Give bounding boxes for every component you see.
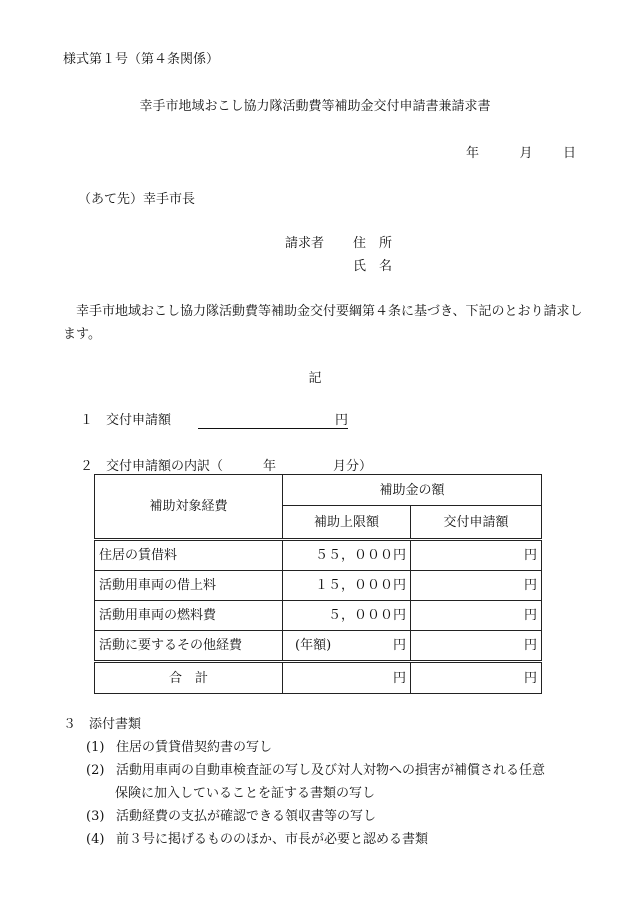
- total-request[interactable]: 円: [411, 662, 542, 694]
- addressee: （あて先）幸手市長: [78, 192, 196, 207]
- row-item: 活動に要するその他経費: [95, 631, 283, 662]
- row-item: 活動用車両の借上料: [95, 571, 283, 601]
- header-limit: 補助上限額: [283, 506, 411, 540]
- header-expense: 補助対象経費: [95, 475, 283, 540]
- item1-label: １ 交付申請額: [80, 413, 172, 428]
- item2-month: 月分）: [333, 459, 373, 474]
- breakdown-table: [94, 474, 542, 694]
- document-title: 幸手市地域おこし協力隊活動費等補助金交付申請書兼請求書: [139, 99, 491, 114]
- row-item: 住居の賃借料: [95, 540, 283, 571]
- form-number: 様式第１号（第４条関係）: [63, 52, 220, 67]
- attachment-item: [86, 810, 376, 823]
- table-row: [95, 571, 542, 601]
- row-item: 活動用車両の燃料費: [95, 601, 283, 631]
- attachment-text: 前３号に掲げるもののほか、市長が必要と認める書類: [116, 832, 429, 847]
- header-amount: 補助金の額: [283, 475, 542, 506]
- attachment-text: 活動経費の支払が確認できる領収書等の写し: [116, 809, 377, 824]
- attachment-num: (3): [86, 809, 105, 824]
- row-limit-unit: 円: [392, 638, 406, 653]
- item2-label: [80, 460, 372, 473]
- row-request[interactable]: 円: [411, 601, 542, 631]
- requester-label: 請求者: [285, 236, 325, 251]
- attachment-num: (2): [86, 763, 105, 778]
- attachment-text: 活動用車両の自動車検査証の写し及び対人対物への損害が補償される任意: [116, 763, 546, 778]
- table-row: [95, 631, 542, 662]
- date-year: 年: [466, 146, 480, 161]
- attachment-text-continued: 保険に加入していることを証する書類の写し: [115, 786, 376, 801]
- item3-label: ３ 添付書類: [63, 717, 142, 732]
- date-month: 月: [519, 146, 533, 161]
- date-line: [466, 147, 576, 160]
- row-limit: ５５，０００円: [283, 540, 411, 571]
- total-label: 合 計: [95, 662, 283, 694]
- annual-label: (年額): [295, 638, 332, 653]
- row-limit: １５，０００円: [283, 571, 411, 601]
- table-row: [95, 601, 542, 631]
- attachment-text: 住居の賃貸借契約書の写し: [116, 740, 273, 755]
- requester-name-label: 氏 名: [353, 259, 393, 274]
- attachment-item: [86, 833, 428, 846]
- table-row: [95, 540, 542, 571]
- table-total-row: [95, 662, 542, 694]
- item2-year: 年: [263, 459, 277, 474]
- attachment-num: (1): [86, 740, 105, 755]
- requester-address-label: 住 所: [353, 236, 393, 251]
- row-limit[interactable]: [283, 631, 411, 662]
- row-request[interactable]: 円: [411, 631, 542, 662]
- row-request[interactable]: 円: [411, 571, 542, 601]
- attachment-item: [86, 764, 545, 777]
- table-header-row: [95, 475, 542, 506]
- header-request: 交付申請額: [411, 506, 542, 540]
- attachment-item: [86, 741, 272, 754]
- row-limit: ５，０００円: [283, 601, 411, 631]
- item1-unit: 円: [335, 413, 349, 428]
- row-request[interactable]: 円: [411, 540, 542, 571]
- record-mark: 記: [308, 371, 322, 386]
- attachment-num: (4): [86, 832, 105, 847]
- date-day: 日: [562, 146, 576, 161]
- item2-prefix: ２ 交付申請額の内訳（: [80, 459, 224, 474]
- body-text: 幸手市地域おこし協力隊活動費等補助金交付要綱第４条に基づき、下記のとおり請求します。: [63, 304, 583, 342]
- item1-amount-line: [198, 428, 348, 429]
- total-limit[interactable]: 円: [283, 662, 411, 694]
